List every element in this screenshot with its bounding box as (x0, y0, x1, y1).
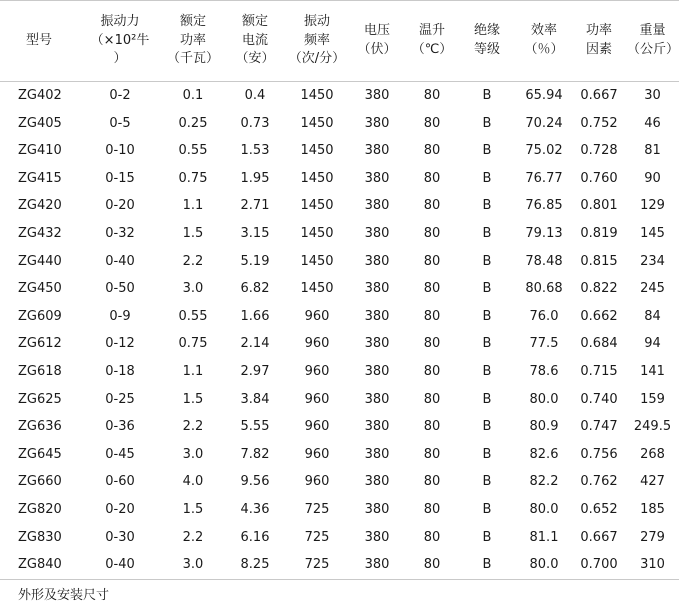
cell-value: 8.25 (224, 551, 286, 579)
cell-value: 0.752 (580, 115, 618, 131)
cell-value: 0.728 (580, 143, 618, 159)
cell-value: B (458, 551, 516, 579)
cell-value: 80.0 (529, 391, 559, 407)
header-row (0, 1, 679, 82)
cell-value: 46 (644, 115, 661, 131)
cell-value: 1.5 (182, 391, 204, 407)
cell-value: B (482, 253, 492, 269)
column-header-8-line-1: （％） (524, 42, 564, 57)
cell-model: ZG432 (18, 225, 62, 241)
cell-value: 80 (423, 115, 441, 131)
cell-value: 0.822 (580, 281, 618, 297)
cell-value: 380 (348, 551, 406, 579)
cell-value: 9.56 (240, 474, 270, 490)
cell-model: ZG840 (0, 551, 78, 579)
cell-value: B (482, 419, 492, 435)
column-header-6 (406, 1, 458, 82)
cell-value: 6.82 (240, 281, 270, 297)
cell-value: 380 (364, 253, 390, 269)
table-row (0, 165, 679, 193)
cell-value: 0-20 (105, 501, 135, 517)
cell-value: 0-18 (105, 363, 135, 379)
cell-value: 2.14 (240, 336, 270, 352)
cell-value: 380 (364, 391, 390, 407)
table-body (0, 82, 679, 580)
cell-value: 380 (364, 143, 390, 159)
column-header-10 (626, 1, 679, 82)
table-row (0, 110, 679, 138)
cell-value: 80 (423, 363, 441, 379)
table-header (0, 1, 679, 82)
column-header-5-line-1: （伏） (357, 42, 397, 57)
cell-value: 0.55 (178, 143, 208, 159)
column-header-2-line-0: 额定 (179, 13, 206, 29)
table-row (0, 468, 679, 496)
cell-value: 80 (423, 198, 441, 214)
cell-value: 380 (364, 336, 390, 352)
cell-value: B (482, 391, 492, 407)
cell-value: 4.0 (182, 474, 204, 490)
cell-value: 960 (304, 391, 330, 407)
cell-value: 1.5 (182, 225, 204, 241)
cell-value: 81.1 (529, 529, 559, 545)
cell-value: 80.9 (529, 419, 559, 435)
cell-value: 80 (423, 529, 441, 545)
cell-model: ZG420 (18, 198, 62, 214)
cell-model: ZG636 (18, 419, 62, 435)
cell-value: B (482, 501, 492, 517)
table-row (0, 330, 679, 358)
table-row (0, 413, 679, 441)
cell-value: 129 (640, 198, 665, 214)
cell-model: ZG440 (18, 253, 62, 269)
column-header-9 (572, 1, 626, 82)
cell-value: 427 (640, 474, 665, 490)
cell-value: 80 (423, 419, 441, 435)
cell-value: 1450 (300, 253, 334, 269)
footnote-text: 外形及安装尺寸 (18, 587, 110, 603)
table-row (0, 192, 679, 220)
cell-value: B (482, 363, 492, 379)
cell-value: 0.75 (178, 170, 208, 186)
table-row (0, 303, 679, 331)
cell-value: 3.0 (182, 446, 204, 462)
column-header-2-line-1: 功率 (179, 32, 206, 48)
cell-value: 0.4 (244, 88, 266, 103)
cell-value: 245 (640, 281, 665, 297)
cell-value: 4.36 (240, 501, 270, 517)
cell-value: 725 (304, 529, 330, 545)
table-row (0, 358, 679, 386)
cell-value: B (482, 474, 492, 490)
table-row (0, 220, 679, 248)
cell-value: 0-32 (105, 225, 135, 241)
cell-model: ZG645 (18, 446, 62, 462)
column-header-3 (224, 1, 286, 82)
cell-value: 80.0 (516, 551, 572, 579)
column-header-7 (458, 1, 516, 82)
cell-value: 0-15 (105, 170, 135, 186)
cell-model: ZG612 (18, 336, 62, 352)
cell-value: 80.68 (525, 281, 563, 297)
cell-value: B (482, 281, 492, 297)
cell-value: 0.747 (580, 419, 618, 435)
cell-value: 960 (304, 308, 330, 324)
cell-value: 80 (423, 446, 441, 462)
cell-value: 141 (640, 363, 665, 379)
cell-value: B (482, 143, 492, 159)
table-row (0, 82, 679, 110)
cell-model: ZG660 (18, 474, 62, 490)
cell-value: 380 (364, 88, 390, 103)
cell-value: 0-10 (105, 143, 135, 159)
cell-value: 7.82 (240, 446, 270, 462)
cell-value: 78.48 (525, 253, 563, 269)
cell-value: 65.94 (525, 88, 563, 103)
table-row (0, 496, 679, 524)
cell-value: 0.819 (580, 225, 618, 241)
cell-value: 80 (423, 281, 441, 297)
cell-value: 0.700 (572, 551, 626, 579)
cell-value: 0.667 (580, 529, 618, 545)
cell-value: 380 (364, 363, 390, 379)
cell-value: 0-9 (109, 308, 131, 324)
cell-value: 960 (304, 419, 330, 435)
cell-value: 0.667 (580, 88, 618, 103)
cell-value: 84 (644, 308, 661, 324)
cell-value: 30 (644, 88, 661, 103)
column-header-3-line-1: 电流 (241, 32, 268, 48)
column-header-4-line-2: （次/分） (288, 51, 346, 67)
column-header-4 (286, 1, 348, 82)
cell-value: 960 (304, 336, 330, 352)
cell-value: 0.740 (580, 391, 618, 407)
cell-value: 0.801 (580, 198, 618, 214)
cell-model: ZG625 (18, 391, 62, 407)
cell-value: 80 (423, 88, 441, 103)
cell-value: 0.73 (240, 115, 270, 131)
table-row (0, 248, 679, 276)
cell-model: ZG609 (18, 308, 62, 324)
cell-value: 0.684 (580, 336, 618, 352)
cell-value: 0-60 (105, 474, 135, 490)
cell-value: 0-25 (105, 391, 135, 407)
cell-value: 268 (640, 446, 665, 462)
cell-value: 380 (364, 225, 390, 241)
cell-value: 3.84 (240, 391, 270, 407)
column-header-6-line-1: （℃） (411, 42, 453, 57)
cell-value: 2.2 (182, 419, 204, 435)
column-header-10-line-1: （公斤） (627, 42, 679, 57)
cell-value: 380 (364, 170, 390, 186)
column-header-8 (516, 1, 572, 82)
cell-model: ZG618 (18, 363, 62, 379)
cell-value: 0-36 (105, 419, 135, 435)
cell-value: 80 (423, 225, 441, 241)
cell-value: 0.662 (580, 308, 618, 324)
cell-value: 159 (640, 391, 665, 407)
column-header-8-line-0: 效率 (530, 23, 557, 39)
cell-value: B (482, 225, 492, 241)
table-row (0, 386, 679, 414)
cell-value: 0-5 (109, 115, 131, 131)
cell-value: B (482, 115, 492, 131)
cell-value: 1.66 (240, 308, 270, 324)
cell-value: 1.53 (240, 143, 270, 159)
cell-value: 1.95 (240, 170, 270, 186)
cell-value: 0.55 (178, 308, 208, 324)
column-header-6-line-0: 温升 (418, 23, 445, 39)
column-header-1-line-1: （×10²牛 (90, 32, 150, 48)
cell-value: 0-20 (105, 198, 135, 214)
cell-value: 76.0 (529, 308, 559, 324)
column-header-3-line-0: 额定 (241, 13, 268, 29)
cell-model: ZG415 (18, 170, 62, 186)
cell-value: 380 (364, 501, 390, 517)
cell-value: 3.15 (240, 225, 270, 241)
cell-value: 0-40 (105, 253, 135, 269)
cell-value: B (482, 446, 492, 462)
cell-value: 1450 (300, 198, 334, 214)
cell-value: 5.55 (240, 419, 270, 435)
cell-value: 76.85 (525, 198, 563, 214)
cell-value: B (482, 170, 492, 186)
cell-value: 5.19 (240, 253, 270, 269)
cell-value: 0.815 (580, 253, 618, 269)
column-header-7-line-0: 绝缘 (473, 23, 500, 39)
cell-model: ZG450 (18, 281, 62, 297)
cell-value: 0-2 (109, 88, 131, 103)
cell-value: B (482, 308, 492, 324)
table-row (0, 275, 679, 303)
cell-value: 79.13 (525, 225, 563, 241)
cell-value: 78.6 (529, 363, 559, 379)
cell-value: 82.6 (529, 446, 559, 462)
cell-value: 0.1 (182, 88, 204, 103)
column-header-5 (348, 1, 406, 82)
cell-value: 0.760 (580, 170, 618, 186)
cell-value: B (482, 198, 492, 214)
column-header-4-line-0: 振动 (303, 13, 330, 29)
column-header-2-line-2: （千瓦） (166, 51, 219, 67)
cell-value: 380 (364, 419, 390, 435)
cell-model: ZG410 (18, 143, 62, 159)
cell-value: 0.75 (178, 336, 208, 352)
cell-value: 1450 (300, 88, 334, 103)
cell-value: 249.5 (633, 419, 672, 435)
column-header-9-line-1: 因素 (585, 42, 612, 57)
cell-value: 960 (304, 446, 330, 462)
cell-model: ZG830 (18, 529, 62, 545)
cell-value: 82.2 (529, 474, 559, 490)
column-header-7-line-1: 等级 (473, 42, 500, 57)
cell-value: 81 (644, 143, 661, 159)
column-header-1 (78, 1, 162, 82)
column-header-2 (162, 1, 224, 82)
cell-value: 0-12 (105, 336, 135, 352)
cell-value: 2.71 (240, 198, 270, 214)
cell-value: 1450 (300, 170, 334, 186)
cell-model: ZG405 (18, 115, 62, 131)
cell-value: 2.97 (240, 363, 270, 379)
cell-value: 80 (423, 474, 441, 490)
cell-value: 725 (286, 551, 348, 579)
cell-value: 94 (644, 336, 661, 352)
cell-value: 279 (640, 529, 665, 545)
cell-value: 1.1 (182, 198, 204, 214)
cell-value: 3.0 (182, 281, 204, 297)
cell-value: 80 (423, 170, 441, 186)
cell-value: 80.0 (529, 501, 559, 517)
cell-value: 725 (304, 501, 330, 517)
cell-value: 80 (423, 391, 441, 407)
cell-value: 380 (364, 308, 390, 324)
cell-value: B (482, 336, 492, 352)
cell-value: 77.5 (529, 336, 559, 352)
table-row (0, 551, 679, 579)
cell-value: 0.756 (580, 446, 618, 462)
cell-value: 76.77 (525, 170, 563, 186)
cell-value: 80 (423, 336, 441, 352)
column-header-1-line-2: ） (113, 51, 127, 67)
cell-value: 380 (364, 115, 390, 131)
cell-value: 380 (364, 281, 390, 297)
column-header-9-line-0: 功率 (585, 23, 612, 39)
cell-value: 0-30 (105, 529, 135, 545)
column-header-1-line-0: 振动力 (100, 13, 140, 29)
cell-value: 960 (304, 363, 330, 379)
cell-value: 70.24 (525, 115, 563, 131)
cell-value: 1450 (300, 115, 334, 131)
column-header-5-line-0: 电压 (363, 23, 390, 39)
cell-value: 80 (423, 253, 441, 269)
column-header-0-line-0: 型号 (25, 32, 52, 48)
cell-value: 1.5 (182, 501, 204, 517)
cell-value: 145 (640, 225, 665, 241)
table-row (0, 441, 679, 469)
cell-value: 380 (364, 198, 390, 214)
cell-value: 80 (423, 143, 441, 159)
cell-value: 80 (423, 308, 441, 324)
cell-value: 380 (364, 474, 390, 490)
column-header-4-line-1: 频率 (303, 32, 330, 48)
cell-value: 1450 (300, 143, 334, 159)
cell-value: 2.2 (182, 529, 204, 545)
cell-value: 0.652 (580, 501, 618, 517)
cell-value: 0-50 (105, 281, 135, 297)
cell-value: 234 (640, 253, 665, 269)
cell-value: 380 (364, 529, 390, 545)
column-header-0 (0, 1, 78, 82)
cell-value: 3.0 (162, 551, 224, 579)
cell-model: ZG820 (18, 501, 62, 517)
cell-value: 310 (626, 551, 679, 579)
cell-value: 75.02 (525, 143, 563, 159)
cell-value: 0.762 (580, 474, 618, 490)
table-row (0, 137, 679, 165)
cell-value: B (482, 88, 492, 103)
cell-value: 2.2 (182, 253, 204, 269)
cell-value: 0-40 (78, 551, 162, 579)
cell-value: 380 (364, 446, 390, 462)
cell-value: 6.16 (240, 529, 270, 545)
cell-value: 0-45 (105, 446, 135, 462)
cell-value: 0.25 (178, 115, 208, 131)
cell-value: 960 (304, 474, 330, 490)
cell-value: 1.1 (182, 363, 204, 379)
table-row (0, 524, 679, 552)
cell-value: 1450 (300, 225, 334, 241)
cell-value: 80 (423, 501, 441, 517)
cell-value: B (482, 529, 492, 545)
cell-value: 90 (644, 170, 661, 186)
cell-value: 0.715 (580, 363, 618, 379)
cell-value: 185 (640, 501, 665, 517)
cell-model: ZG402 (18, 88, 62, 103)
cell-value: 80 (406, 551, 458, 579)
column-header-10-line-0: 重量 (639, 23, 666, 39)
column-header-3-line-2: （安） (235, 51, 275, 67)
cell-value: 1450 (300, 281, 334, 297)
